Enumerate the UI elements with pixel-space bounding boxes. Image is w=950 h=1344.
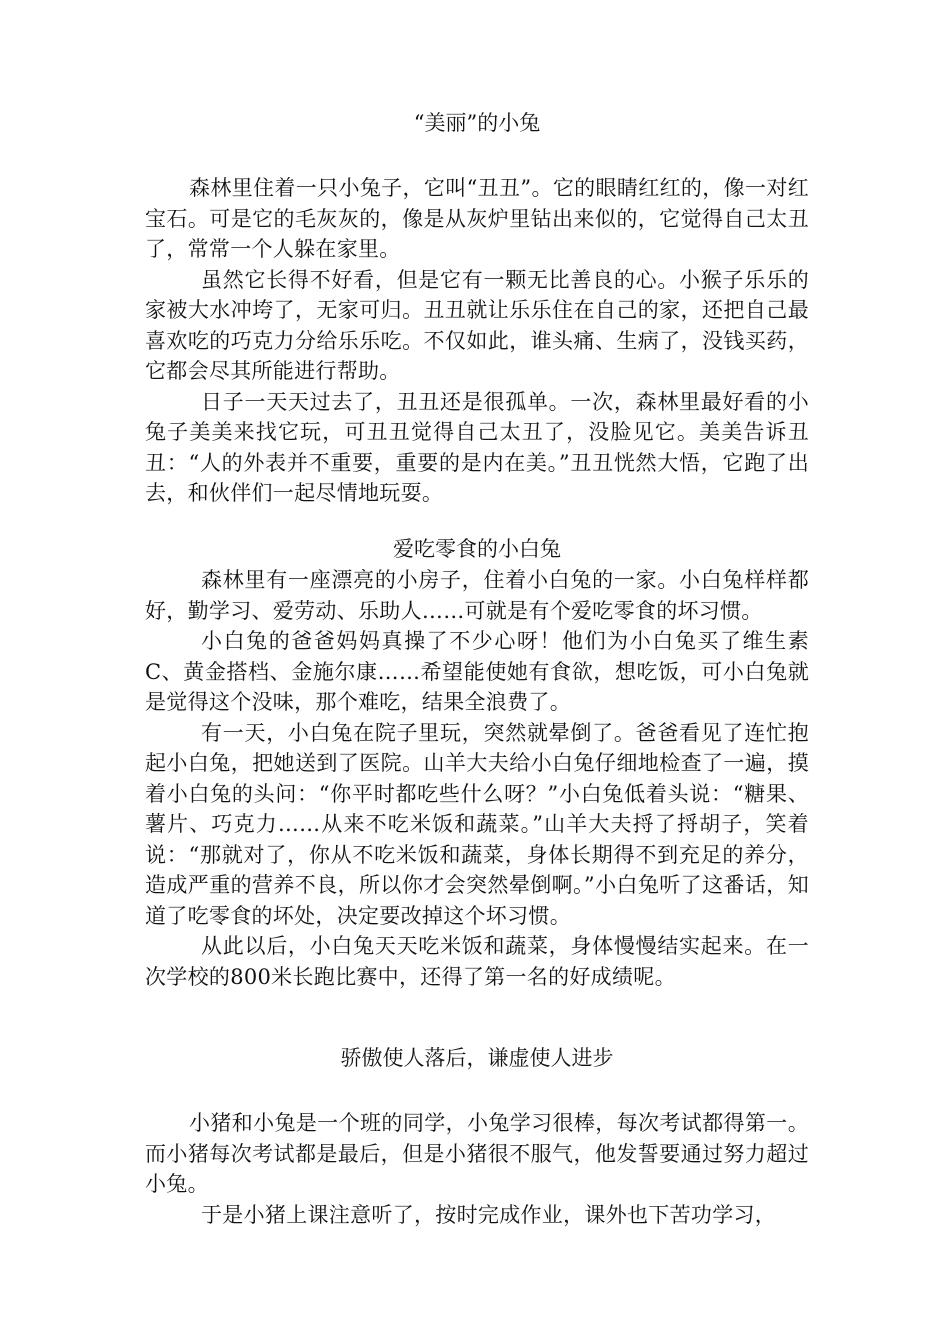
story-paragraph: 森林里住着一只小兔子，它叫“丑丑”。它的眼睛红红的，像一对红宝石。可是它的毛灰灰的，像是从灰炉里钻出来似的，它觉得自己太丑了，常常一个人躲在家里。	[145, 176, 809, 261]
story-paragraph: 从此以后，小白兔天天吃米饭和蔬菜，身体慢慢结实起来。在一次学校的800米长跑比赛中，还得了第一名的好成绩呢。	[145, 934, 809, 989]
story-paragraph: 森林里有一座漂亮的小房子，住着小白兔的一家。小白兔样样都好，勤学习、爱劳动、乐助人……可就是有个爱吃零食的坏习惯。	[145, 568, 809, 623]
spacer	[145, 1074, 809, 1108]
story-title: 爱吃零食的小白兔	[393, 537, 561, 561]
story-paragraph: 小白兔的爸爸妈妈真操了不少心呀！他们为小白兔买了维生素C、黄金搭档、金施尔康……希望能使她有食欲，想吃饭，可小白兔就是觉得这个没味，那个难吃，结果全浪费了。	[145, 629, 809, 714]
story-paragraph: 日子一天天过去了，丑丑还是很孤单。一次，森林里最好看的小兔子美美来找它玩，可丑丑觉得自己太丑了，没脸见它。美美告诉丑丑：“人的外表并不重要，重要的是内在美。”丑丑恍然大悟，它跑了出去，和伙伴们一起尽情地玩耍。	[145, 389, 809, 505]
story-title: “美丽”的小兔	[413, 111, 541, 135]
story-paragraph: 于是小猪上课注意听了，按时完成作业，课外也下苦功学习，	[201, 1202, 777, 1227]
story-paragraph: 虽然它长得不好看，但是它有一颗无比善良的心。小猴子乐乐的家被大水冲垮了，无家可归。丑丑就让乐乐住在自己的家，还把自己最喜欢吃的巧克力分给乐乐吃。不仅如此，谁头痛、生病了，没钱买药，它都会尽其所能进行帮助。	[145, 267, 809, 383]
story-pride-and-modesty	[145, 1043, 809, 1230]
story-paragraph: 小猪和小兔是一个班的同学，小兔学习很棒，每次考试都得第一。而小猪每次考试都是最后，但是小猪很不服气，他发誓要通过努力超过小兔。	[145, 1111, 809, 1196]
story-beautiful-rabbit	[145, 108, 809, 509]
story-title: 骄傲使人落后，谦虚使人进步	[340, 1046, 614, 1070]
story-paragraph: 有一天，小白兔在院子里玩，突然就晕倒了。爸爸看见了连忙抱起小白兔，把她送到了医院。山羊大夫给小白兔仔细地检查了一遍，摸着小白兔的头问：“你平时都吃些什么呀？”小白兔低着头说：“糖果、薯片、巧克力……从来不吃米饭和蔬菜。”山羊大夫捋了捋胡子，笑着说：“那就对了，你从不吃米饭和蔬菜，身体长期得不到充足的养分，造成严重的营养不良，所以你才会突然晕倒啊。”小白兔听了这番话，知道了吃零食的坏处，决定要改掉这个坏习惯。	[145, 720, 809, 928]
story-snack-rabbit	[145, 534, 809, 992]
spacer	[145, 139, 809, 173]
